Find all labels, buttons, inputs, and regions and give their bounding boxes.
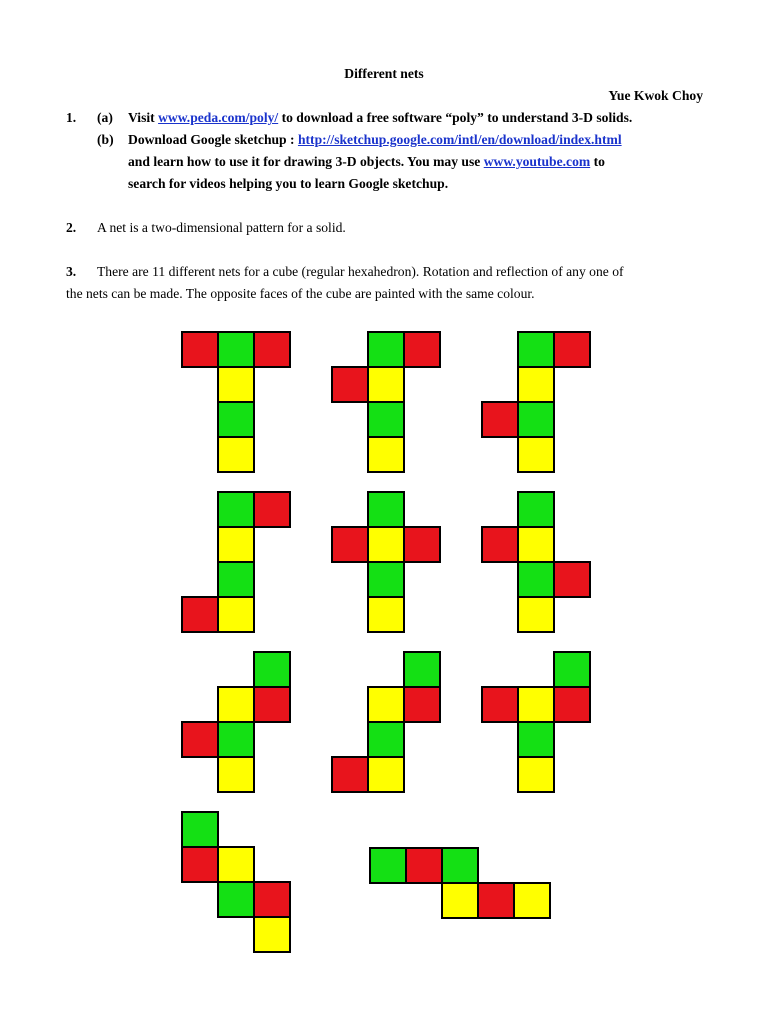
net-11-face-yellow: [513, 882, 551, 919]
net-10-face-red: [181, 846, 219, 883]
net-1-face-yellow: [217, 366, 255, 403]
net-10-face-green: [181, 811, 219, 848]
net-3-face-yellow: [517, 436, 555, 473]
net-5-face-red: [331, 526, 369, 563]
net-11-face-green: [369, 847, 407, 884]
net-11-face-yellow: [441, 882, 479, 919]
net-5-face-red: [403, 526, 441, 563]
net-10-face-green: [217, 881, 255, 918]
poly-link[interactable]: www.peda.com/poly/: [158, 110, 279, 125]
net-7-face-green: [217, 721, 255, 758]
net-8-face-red: [403, 686, 441, 723]
net-8-face-yellow: [367, 756, 405, 793]
net-11-face-green: [441, 847, 479, 884]
item-1b-line2-after: to: [590, 154, 605, 169]
item-3-number: 3.: [66, 264, 77, 279]
net-4-face-green: [217, 561, 255, 598]
net-4-face-green: [217, 491, 255, 528]
net-4-face-red: [253, 491, 291, 528]
net-9-face-red: [481, 686, 519, 723]
net-2-face-red: [331, 366, 369, 403]
net-8-face-green: [367, 721, 405, 758]
net-9-face-yellow: [517, 686, 555, 723]
net-11-face-red: [405, 847, 443, 884]
net-6-face-red: [481, 526, 519, 563]
net-10-face-yellow: [253, 916, 291, 953]
net-1-face-green: [217, 401, 255, 438]
item-2-text: A net is a two-dimensional pattern for a solid.: [97, 220, 346, 235]
net-3-face-yellow: [517, 366, 555, 403]
net-2-face-yellow: [367, 366, 405, 403]
net-8-face-green: [403, 651, 441, 688]
item-1a-after: to download a free software “poly” to understand 3-D solids.: [278, 110, 633, 125]
author-name: Yue Kwok Choy: [608, 88, 703, 103]
net-9-face-yellow: [517, 756, 555, 793]
item-1b-line3: search for videos helping you to learn Google sketchup.: [128, 176, 449, 191]
page-title: Different nets: [344, 66, 424, 81]
sketchup-link[interactable]: http://sketchup.google.com/intl/en/download/index.html: [297, 132, 622, 147]
net-10-face-yellow: [217, 846, 255, 883]
net-6-face-green: [517, 561, 555, 598]
net-1-face-green: [217, 331, 255, 368]
net-9-face-green: [517, 721, 555, 758]
net-2-face-green: [367, 401, 405, 438]
net-2-face-red: [403, 331, 441, 368]
net-3-face-red: [553, 331, 591, 368]
net-6-face-green: [517, 491, 555, 528]
net-5-face-yellow: [367, 526, 405, 563]
net-3-face-green: [517, 401, 555, 438]
net-4-face-yellow: [217, 526, 255, 563]
net-6-face-red: [553, 561, 591, 598]
net-4-face-red: [181, 596, 219, 633]
net-10-face-red: [253, 881, 291, 918]
net-5-face-yellow: [367, 596, 405, 633]
net-5-face-green: [367, 491, 405, 528]
net-4-face-yellow: [217, 596, 255, 633]
item-1b-before: Download Google sketchup :: [128, 132, 298, 147]
net-3-face-green: [517, 331, 555, 368]
item-3-line1: There are 11 different nets for a cube (regular hexahedron). Rotation and reflection of any one of: [97, 264, 624, 279]
net-7-face-yellow: [217, 686, 255, 723]
net-9-face-green: [553, 651, 591, 688]
item-2-number: 2.: [66, 220, 77, 235]
youtube-link[interactable]: www.youtube.com: [483, 154, 591, 169]
net-7-face-red: [181, 721, 219, 758]
net-1-face-red: [181, 331, 219, 368]
net-3-face-red: [481, 401, 519, 438]
net-8-face-red: [331, 756, 369, 793]
net-6-face-yellow: [517, 526, 555, 563]
net-2-face-yellow: [367, 436, 405, 473]
item-1b-line2-before: and learn how to use it for drawing 3-D objects. You may use: [128, 154, 484, 169]
net-7-face-yellow: [217, 756, 255, 793]
item-3-line2: the nets can be made. The opposite faces of the cube are painted with the same colour.: [66, 286, 535, 301]
item-1b-label: (b): [97, 132, 114, 147]
item-1a-label: (a): [97, 110, 113, 125]
item-1-number: 1.: [66, 110, 77, 125]
net-2-face-green: [367, 331, 405, 368]
item-1a-before: Visit: [128, 110, 159, 125]
net-9-face-red: [553, 686, 591, 723]
net-1-face-yellow: [217, 436, 255, 473]
net-6-face-yellow: [517, 596, 555, 633]
net-8-face-yellow: [367, 686, 405, 723]
net-5-face-green: [367, 561, 405, 598]
net-7-face-green: [253, 651, 291, 688]
net-1-face-red: [253, 331, 291, 368]
net-7-face-red: [253, 686, 291, 723]
net-11-face-red: [477, 882, 515, 919]
